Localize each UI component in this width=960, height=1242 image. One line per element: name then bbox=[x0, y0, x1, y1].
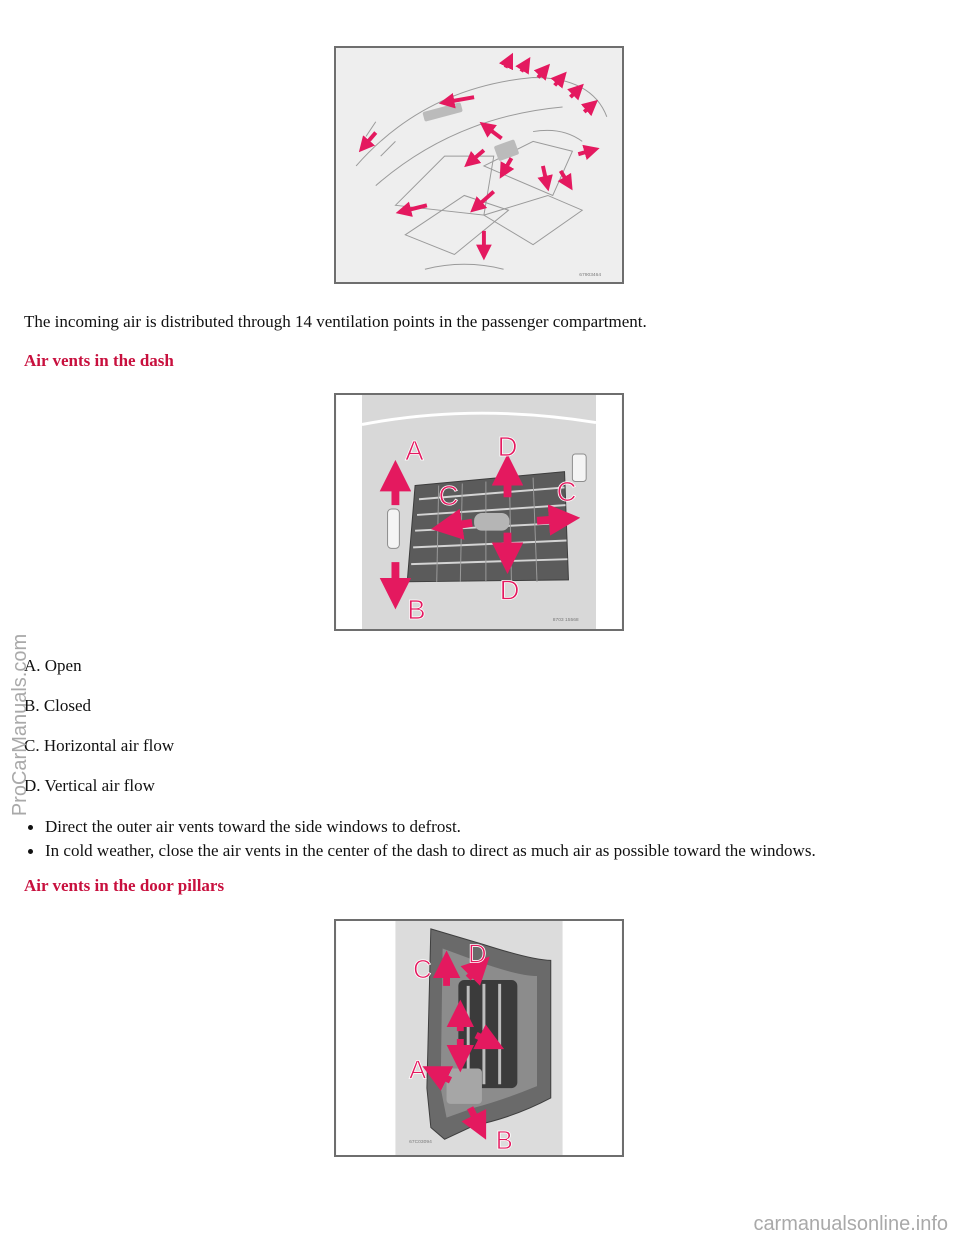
label-d-top: D bbox=[497, 430, 518, 462]
pillar-vent-illustration bbox=[336, 921, 622, 1155]
legend-item-c: C. Horizontal air flow bbox=[24, 736, 175, 755]
tip-item bbox=[24, 841, 816, 861]
label-c-left: C bbox=[438, 480, 459, 512]
figure-code: 67903464 bbox=[579, 273, 602, 279]
bottom-watermark: carmanualsonline.info bbox=[753, 1213, 948, 1235]
tip-text: Direct the outer air vents toward the side windows to defrost. bbox=[45, 817, 461, 836]
tip-item bbox=[24, 817, 816, 837]
label-d-bottom: D bbox=[499, 574, 520, 606]
arrow-c-right bbox=[537, 519, 565, 521]
arrow-c-left bbox=[447, 523, 473, 527]
dash-vent-figure bbox=[334, 393, 624, 631]
section-heading-pillar-vents: Air vents in the door pillars bbox=[24, 876, 225, 895]
label-b: B bbox=[495, 1127, 513, 1155]
section-heading-dash-vents: Air vents in the dash bbox=[24, 351, 174, 370]
legend-item-b: B. Closed bbox=[24, 696, 92, 715]
bullet-icon bbox=[28, 849, 33, 854]
cabin-ventilation-figure bbox=[334, 46, 624, 284]
legend-item-d: D. Vertical air flow bbox=[24, 776, 155, 795]
tips-list bbox=[24, 817, 816, 865]
label-d: D bbox=[468, 940, 487, 969]
label-a: A bbox=[405, 434, 424, 466]
side-watermark-text: ProCarManuals.com bbox=[9, 633, 31, 817]
figure-code: 8703 15568 bbox=[552, 618, 579, 624]
pillar-vent-figure bbox=[334, 919, 624, 1157]
dash-vent-illustration bbox=[336, 395, 622, 629]
cabin-ventilation-illustration bbox=[336, 48, 622, 282]
intro-paragraph: The incoming air is distributed through 14 ventilation points in the passenger compartment. bbox=[24, 312, 647, 331]
label-b: B bbox=[407, 594, 426, 626]
label-c-right: C bbox=[556, 476, 577, 508]
legend-item-a: A. Open bbox=[24, 656, 82, 675]
tip-text: In cold weather, close the air vents in the center of the dash to direct as much air as possible toward the windows. bbox=[45, 841, 816, 860]
figure-code: 67C03094 bbox=[409, 1140, 432, 1146]
label-c: C bbox=[413, 956, 432, 985]
label-a: A bbox=[409, 1056, 427, 1085]
